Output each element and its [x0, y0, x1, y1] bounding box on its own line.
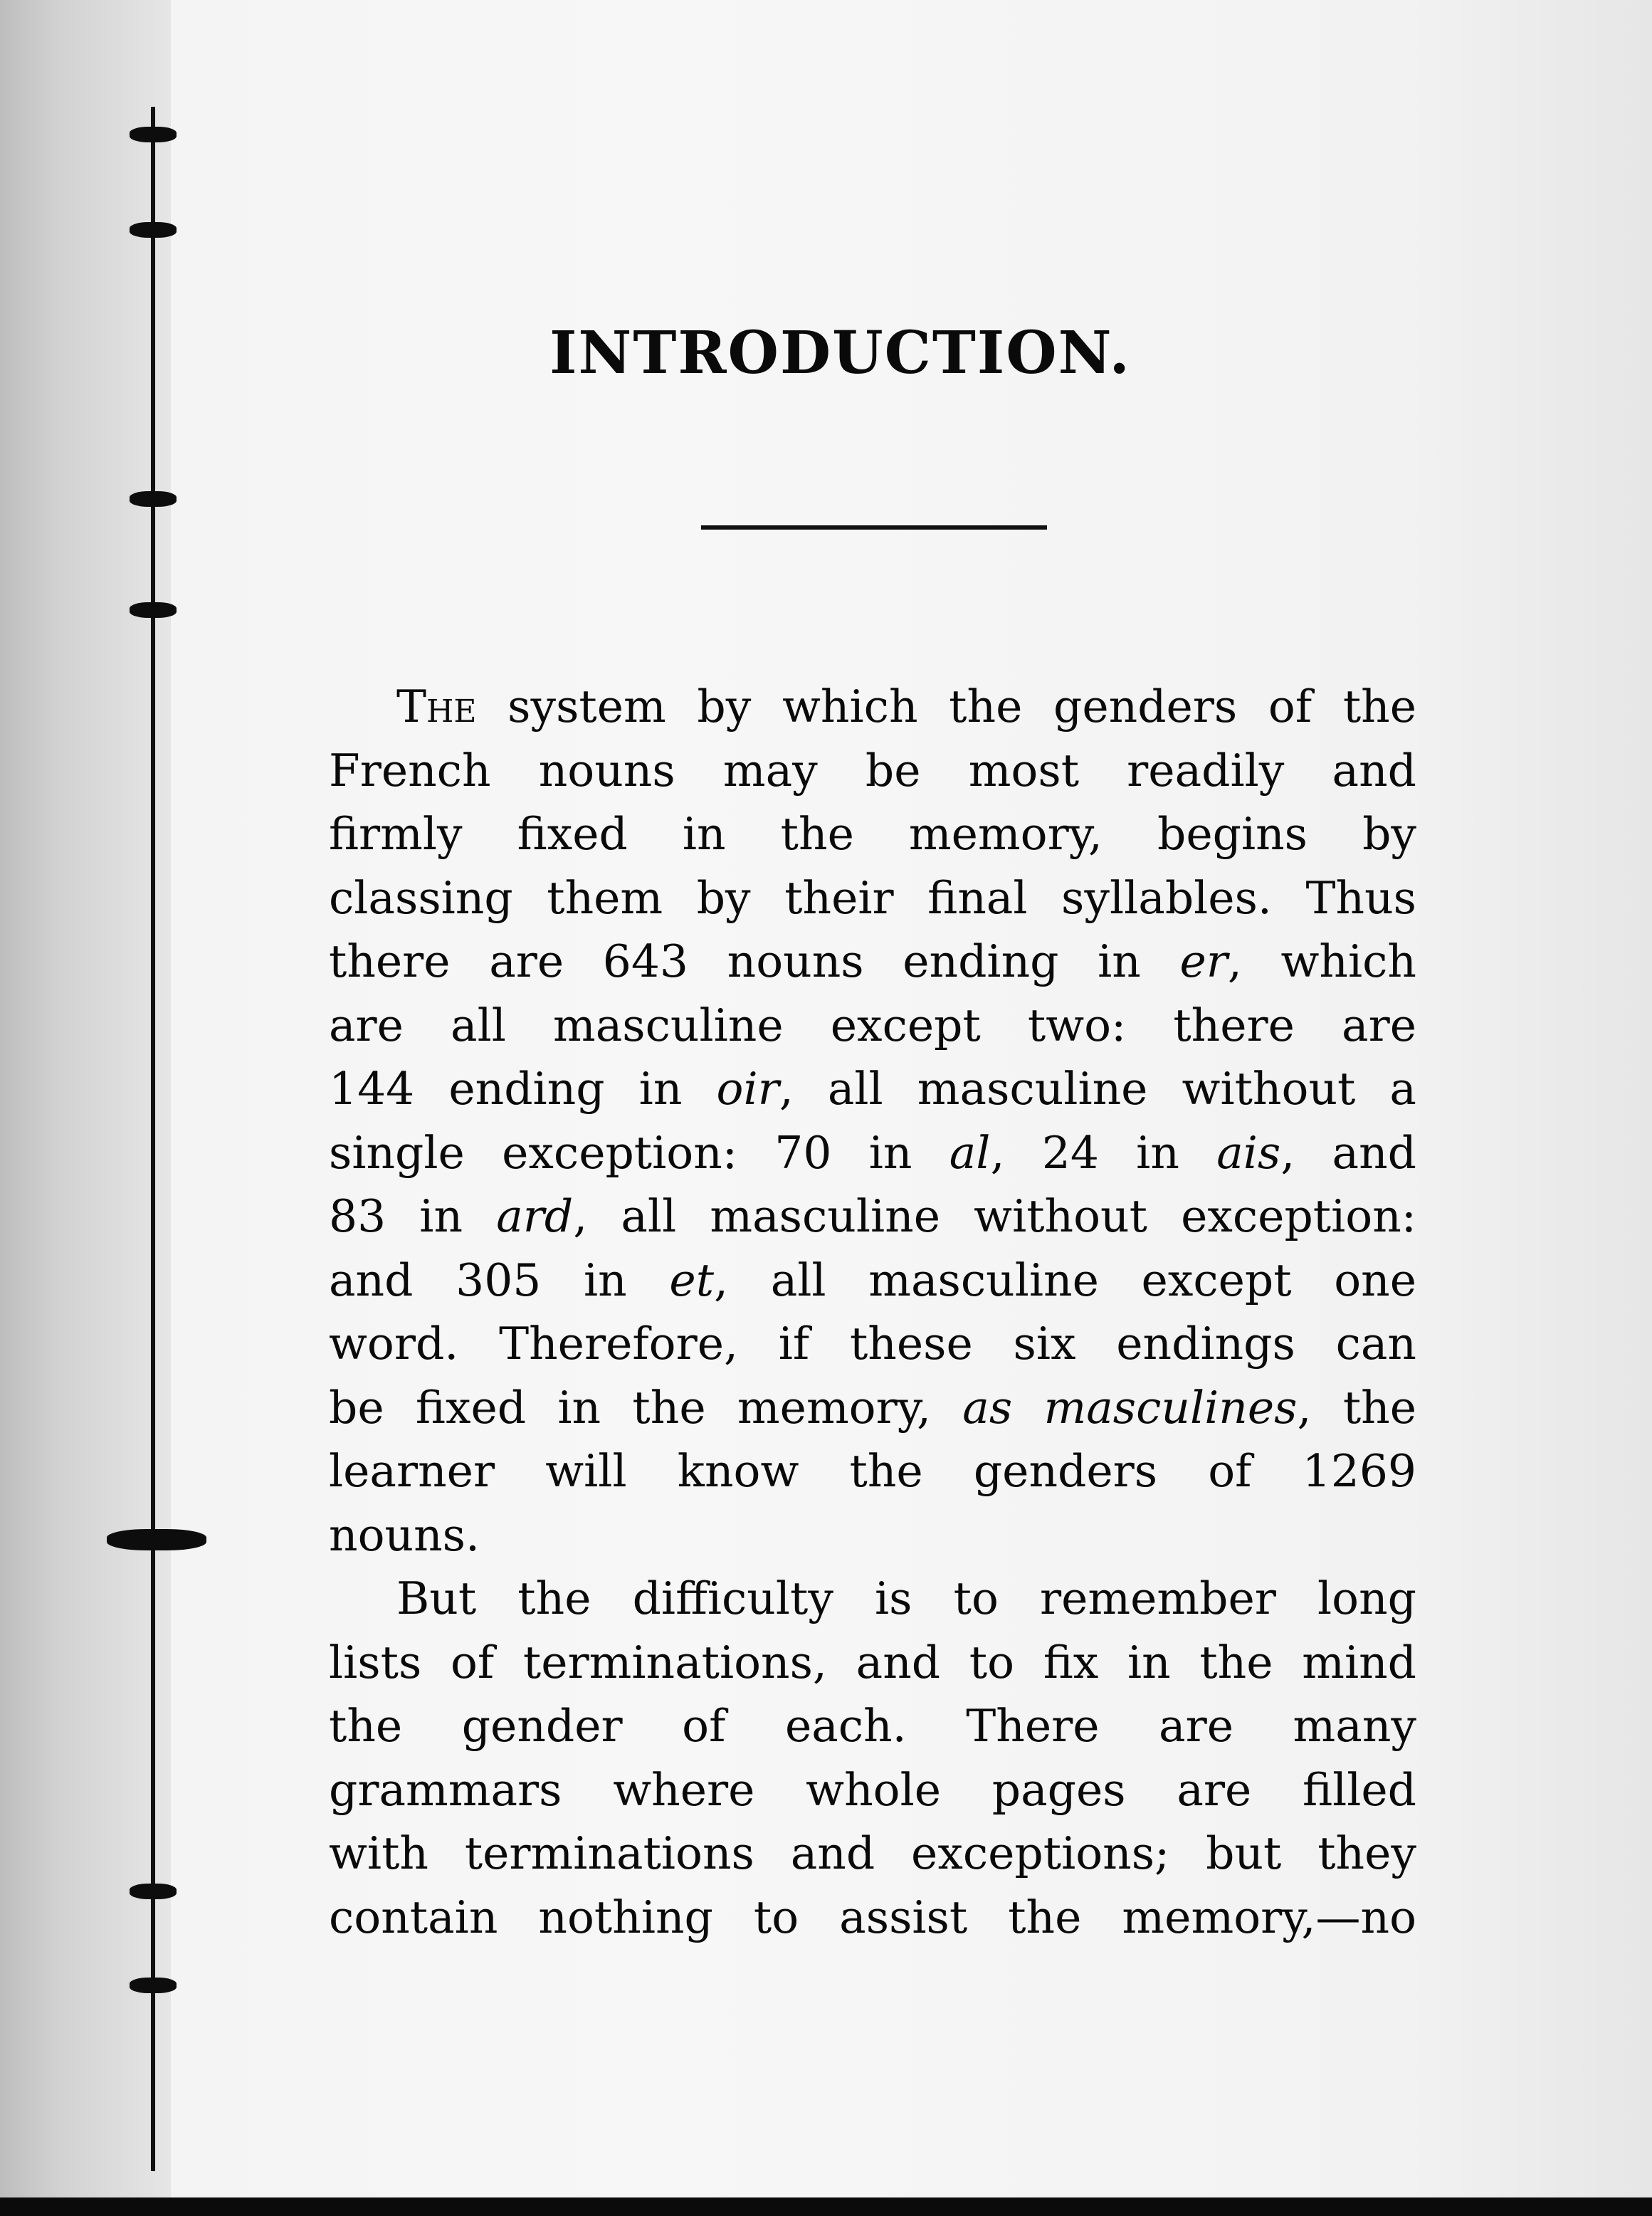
- text-line: [329, 1057, 1416, 1121]
- page-title: INTRODUCTION.: [549, 319, 1131, 387]
- body-text: [329, 675, 1416, 1949]
- text-line: firmly fixed in the memory, begins by: [329, 808, 1416, 860]
- text-line: [329, 930, 1416, 994]
- text-run: , 24 in: [990, 1126, 1217, 1179]
- lead-word: The: [396, 681, 477, 732]
- text-line: But the difficulty is to remember long: [396, 1572, 1416, 1624]
- text-run: and 305 in: [329, 1254, 670, 1306]
- text-run: 144 ending in: [329, 1063, 717, 1115]
- text-line: [329, 1121, 1416, 1185]
- binding-thread: [151, 107, 155, 2171]
- text-run: be fixed in the memory,: [329, 1381, 963, 1434]
- binding-stitch: [130, 222, 177, 238]
- text-run: , and: [1280, 1126, 1416, 1179]
- text-run: system by which the genders of the: [476, 681, 1416, 732]
- binding-stitch: [130, 127, 177, 142]
- italic-term: oir: [716, 1063, 779, 1115]
- text-line: contain nothing to assist the memory,—no: [329, 1891, 1416, 1943]
- text-line: [329, 1376, 1416, 1440]
- text-line: word. Therefore, if these six endings can: [329, 1318, 1416, 1370]
- italic-term: ais: [1216, 1126, 1281, 1179]
- italic-term: ard: [496, 1190, 574, 1242]
- text-run: single exception: 70 in: [329, 1126, 949, 1179]
- binding-stitch: [107, 1529, 206, 1550]
- italic-term: er: [1179, 935, 1228, 987]
- text-line: grammars where whole pages are filled: [329, 1763, 1416, 1816]
- text-line: French nouns may be most readily and: [329, 744, 1416, 797]
- text-line: are all masculine except two: there are: [329, 999, 1416, 1051]
- text-line: [329, 675, 1416, 739]
- text-line: with terminations and exceptions; but they: [329, 1827, 1416, 1879]
- binding-stitch: [130, 491, 177, 507]
- scan-edge: [0, 2197, 1652, 2216]
- text-line: [329, 1249, 1416, 1313]
- text-line: lists of terminations, and to fix in the mind: [329, 1636, 1416, 1689]
- text-run: , all masculine without a: [779, 1063, 1416, 1115]
- title-rule: [701, 525, 1047, 530]
- text-line: [329, 1185, 1416, 1249]
- text-run: , all masculine without exception:: [573, 1190, 1416, 1242]
- paragraph: [329, 675, 1416, 1567]
- text-run: 83 in: [329, 1190, 497, 1242]
- italic-term: et: [669, 1254, 715, 1306]
- text-line: the gender of each. There are many: [329, 1700, 1416, 1752]
- binding-stitch: [130, 1978, 177, 1993]
- text-line: classing them by their final syllables. Thus: [329, 871, 1416, 924]
- text-line: nouns.: [329, 1508, 480, 1561]
- text-run: , which: [1227, 935, 1416, 987]
- italic-term: al: [949, 1126, 991, 1179]
- text-run: there are 643 nouns ending in: [329, 935, 1180, 987]
- text-line: learner will know the genders of 1269: [329, 1445, 1416, 1497]
- binding-stitch: [130, 1884, 177, 1899]
- paragraph: [329, 1567, 1416, 1949]
- italic-term: as masculines: [962, 1381, 1298, 1434]
- binding-stitch: [130, 602, 177, 618]
- text-run: , all masculine except one: [714, 1254, 1417, 1306]
- text-run: , the: [1297, 1381, 1416, 1434]
